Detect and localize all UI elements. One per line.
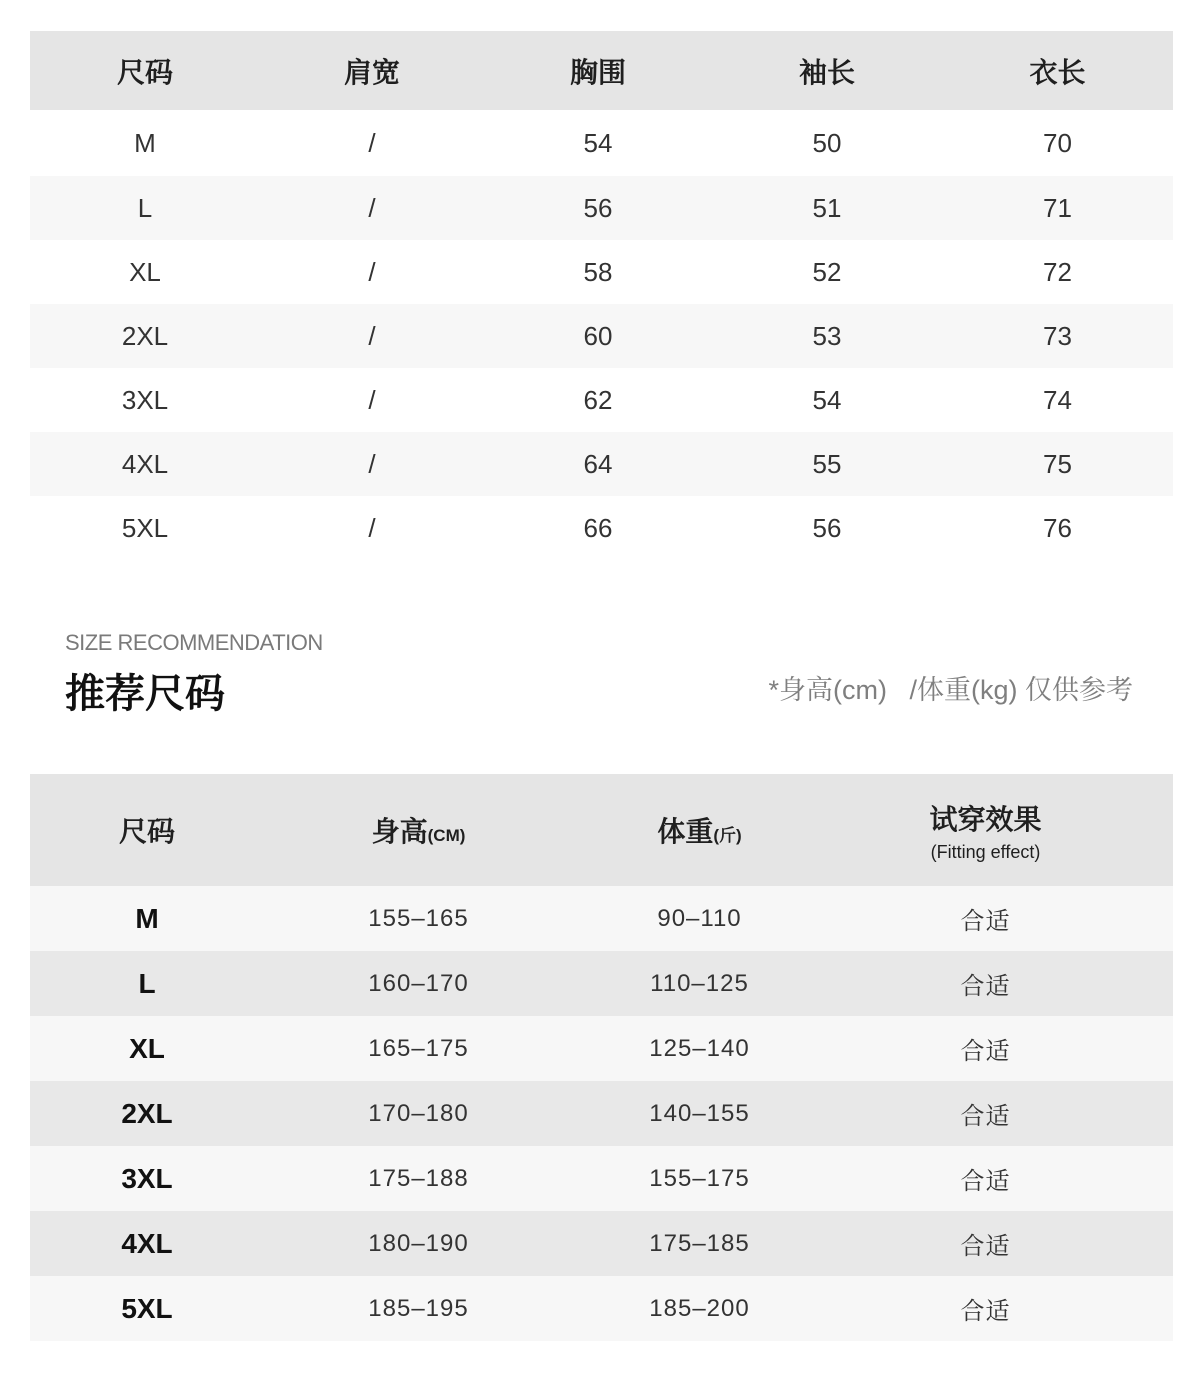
fit-cell: 合适	[960, 1168, 1011, 1195]
fit-cell: 合适	[960, 1103, 1011, 1130]
table-row	[30, 110, 1173, 176]
size-cell: 5XL	[121, 512, 169, 543]
sleeve-cell: 53	[812, 320, 842, 351]
shoulder-cell: /	[368, 384, 376, 415]
fit-cell: 合适	[960, 973, 1011, 1000]
chest-cell: 66	[583, 512, 613, 543]
length-cell: 74	[1043, 384, 1072, 415]
length-cell: 76	[1043, 512, 1072, 543]
table-row	[30, 240, 1173, 304]
fit-cell: 合适	[960, 908, 1011, 935]
header-weight	[573, 810, 826, 850]
header-length: 衣长	[1029, 56, 1086, 88]
table-row	[30, 1016, 1173, 1081]
shoulder-cell: /	[368, 448, 376, 479]
length-cell: 72	[1043, 256, 1072, 287]
table-row	[30, 1081, 1173, 1146]
header-weight-unit: (斤)	[713, 826, 742, 845]
chest-cell: 54	[583, 127, 613, 158]
table-row	[30, 368, 1173, 432]
sleeve-cell: 56	[812, 512, 842, 543]
length-cell: 70	[1043, 127, 1072, 158]
weight-cell: 175–185	[649, 1229, 750, 1257]
chest-cell: 64	[583, 448, 613, 479]
sleeve-cell: 50	[812, 127, 842, 158]
header-fit-sub: (Fitting effect)	[930, 841, 1041, 862]
header-height-unit: (CM)	[427, 826, 466, 845]
shoulder-cell: /	[368, 192, 376, 223]
chest-cell: 58	[583, 256, 613, 287]
weight-cell: 185–200	[649, 1294, 750, 1322]
table-row	[30, 432, 1173, 496]
weight-cell: 90–110	[657, 904, 742, 932]
fit-cell: 合适	[960, 1298, 1011, 1325]
section-title: 推荐尺码	[65, 672, 225, 716]
fit-cell: 合适	[960, 1233, 1011, 1260]
height-cell: 155–165	[368, 904, 469, 932]
size-cell: M	[134, 127, 156, 158]
header-size: 尺码	[116, 56, 173, 88]
size-cell: 4XL	[121, 1227, 173, 1259]
table-row	[30, 886, 1173, 951]
height-cell: 185–195	[368, 1294, 469, 1322]
sleeve-cell: 52	[812, 256, 842, 287]
shoulder-cell: /	[368, 256, 376, 287]
weight-cell: 140–155	[649, 1099, 750, 1127]
size-cell: 3XL	[121, 1162, 173, 1194]
shoulder-cell: /	[368, 512, 376, 543]
header-chest: 胸围	[569, 56, 626, 88]
sleeve-cell: 55	[812, 448, 842, 479]
header-height	[264, 810, 573, 850]
weight-cell: 125–140	[649, 1034, 750, 1062]
table-row	[30, 951, 1173, 1016]
header-fit-label: 试穿效果	[929, 803, 1042, 835]
height-cell: 170–180	[368, 1099, 469, 1127]
size-chart-table	[30, 31, 1173, 560]
shoulder-cell: /	[368, 320, 376, 351]
section-subtitle: SIZE RECOMMENDATION	[65, 630, 323, 655]
weight-cell: 155–175	[649, 1164, 750, 1192]
size-cell: 4XL	[121, 448, 169, 479]
recommendation-header-row	[30, 774, 1173, 886]
reference-note: *身高(cm) /体重(kg) 仅供参考	[768, 675, 1133, 705]
size-cell: 2XL	[121, 1097, 173, 1129]
size-cell: 2XL	[121, 320, 169, 351]
size-cell: M	[135, 902, 159, 934]
length-cell: 73	[1043, 320, 1072, 351]
sleeve-cell: 54	[812, 384, 842, 415]
header-sleeve: 袖长	[798, 56, 855, 88]
size-cell: L	[137, 192, 153, 223]
weight-cell: 110–125	[650, 969, 749, 997]
shoulder-cell: /	[368, 127, 376, 158]
chest-cell: 62	[583, 384, 613, 415]
height-cell: 180–190	[368, 1229, 469, 1257]
table-row	[30, 1276, 1173, 1341]
table-row	[30, 304, 1173, 368]
chest-cell: 60	[583, 320, 613, 351]
size-cell: XL	[129, 1032, 165, 1064]
size-cell: L	[138, 967, 156, 999]
header-height-label: 身高	[371, 816, 428, 847]
sleeve-cell: 51	[812, 192, 842, 223]
length-cell: 71	[1043, 192, 1072, 223]
length-cell: 75	[1043, 448, 1072, 479]
header-weight-label: 体重	[657, 816, 714, 847]
height-cell: 165–175	[368, 1034, 469, 1062]
size-cell: 5XL	[121, 1292, 173, 1324]
table-row	[30, 1211, 1173, 1276]
size-cell: 3XL	[121, 384, 169, 415]
header-size: 尺码	[118, 816, 175, 847]
table-row	[30, 496, 1173, 560]
table-row	[30, 176, 1173, 240]
header-shoulder: 肩宽	[343, 56, 400, 88]
height-cell: 175–188	[368, 1164, 469, 1192]
size-cell: XL	[129, 256, 161, 287]
chest-cell: 56	[583, 192, 613, 223]
size-recommendation-table	[30, 774, 1173, 1341]
header-fit	[826, 798, 1145, 863]
fit-cell: 合适	[960, 1038, 1011, 1065]
height-cell: 160–170	[368, 969, 469, 997]
size-chart-header-row	[30, 31, 1173, 110]
table-row	[30, 1146, 1173, 1211]
